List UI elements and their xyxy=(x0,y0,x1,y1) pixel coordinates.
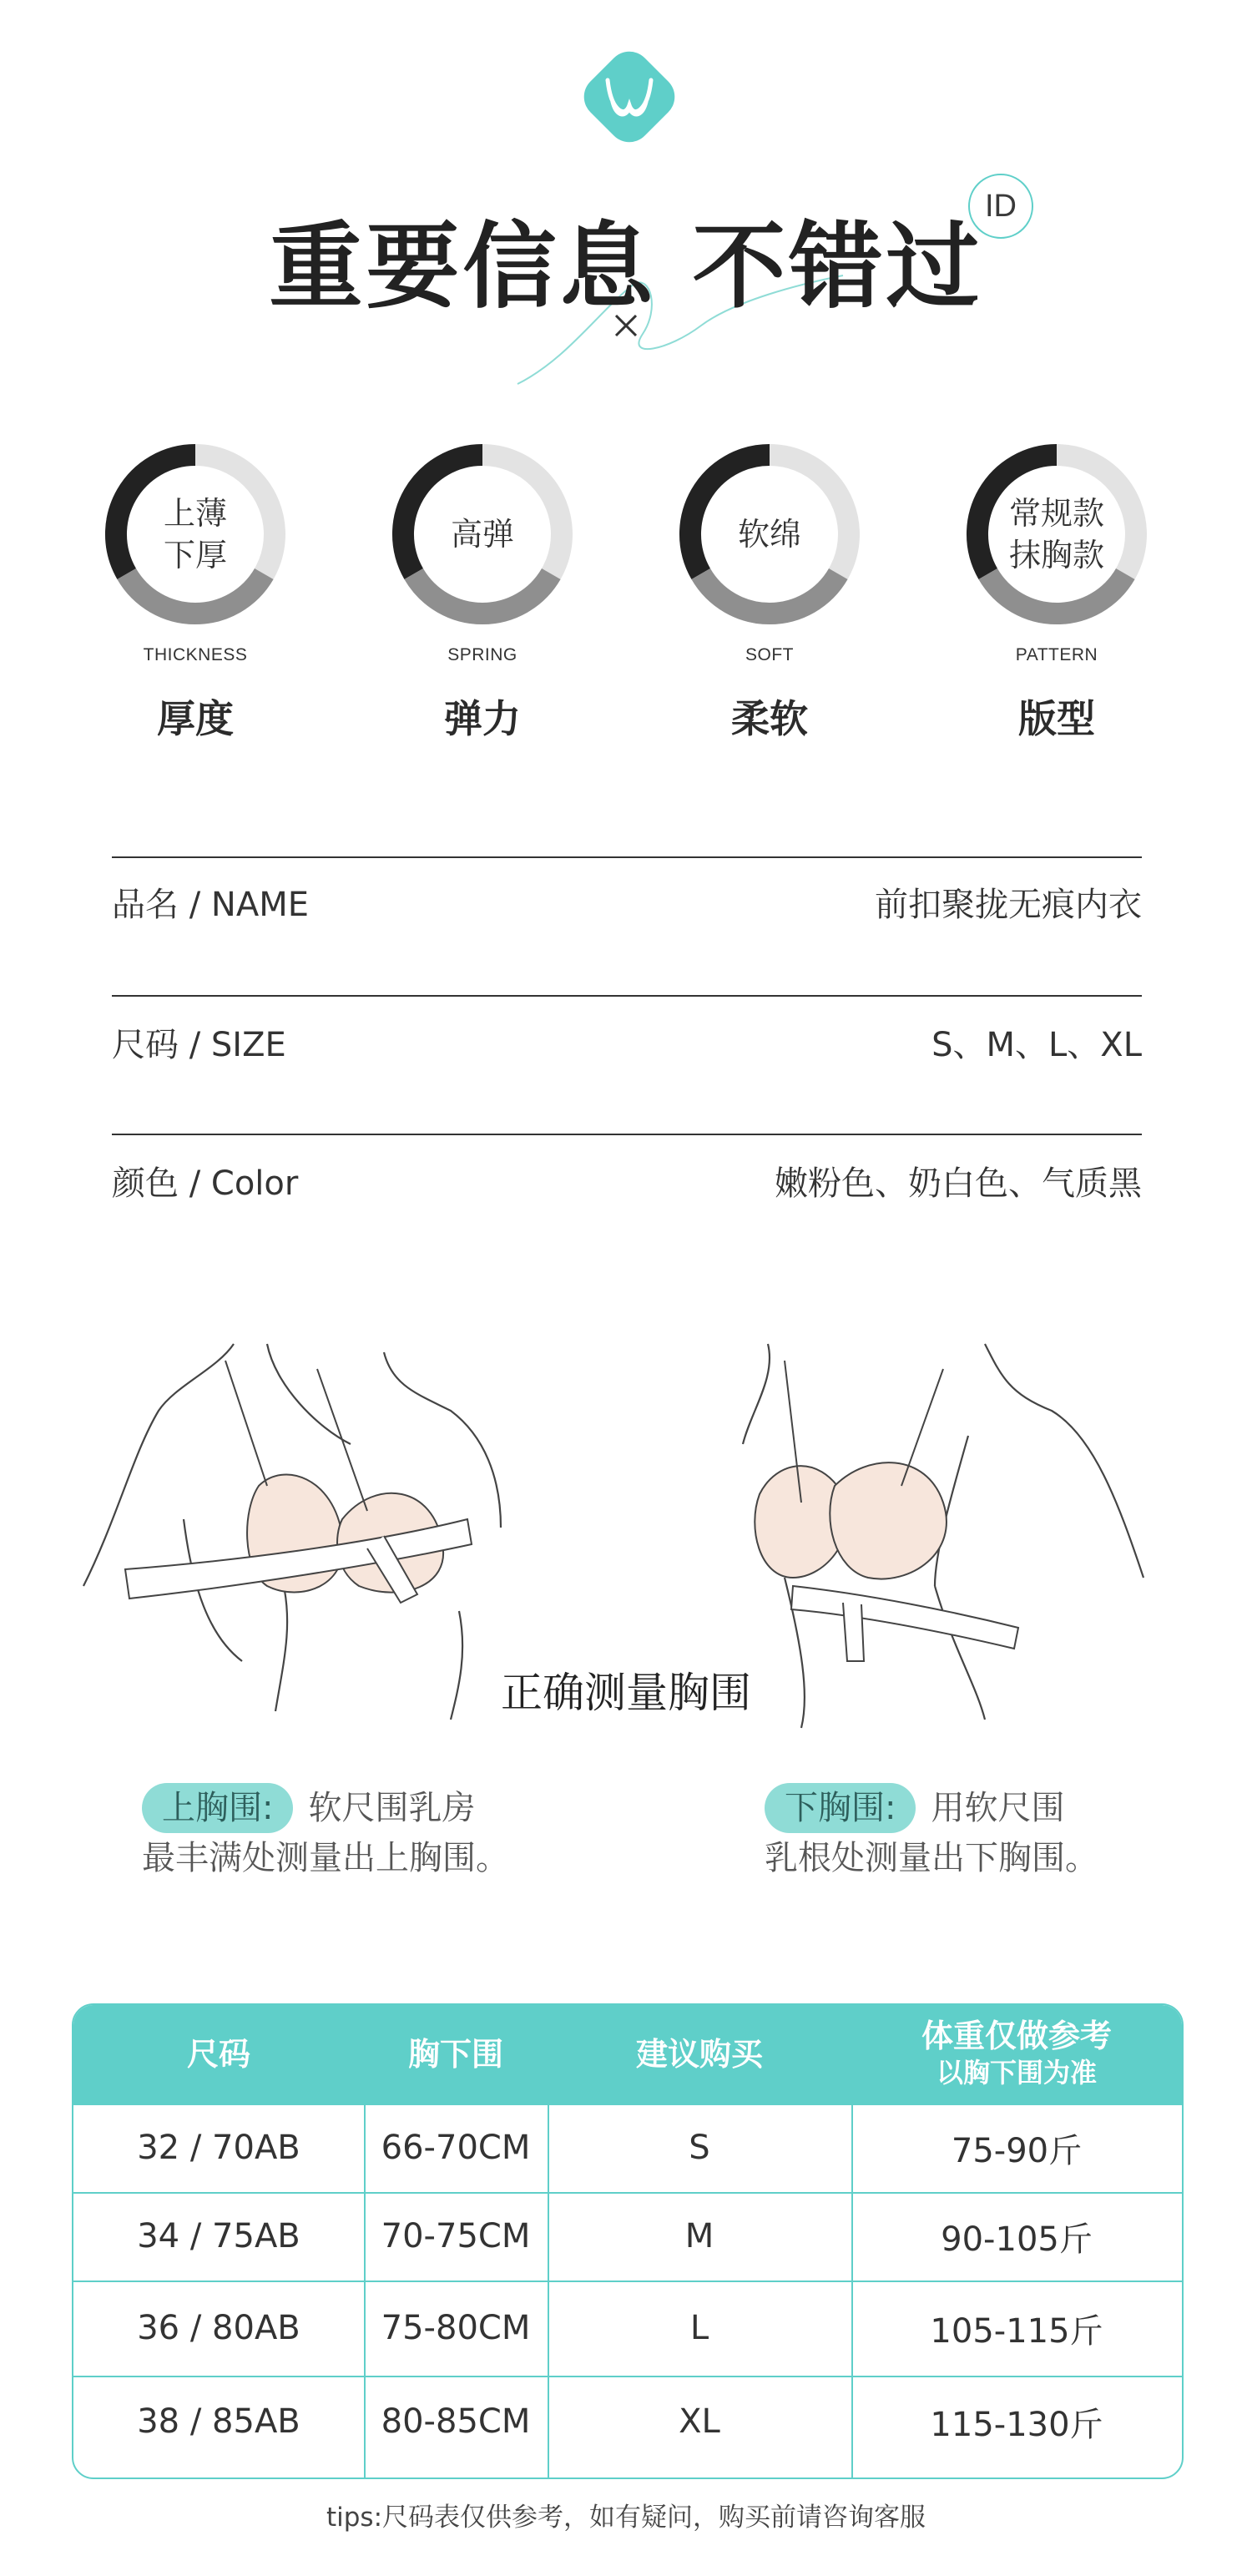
bra-icon xyxy=(576,43,683,150)
ring-en-label: THICKNESS xyxy=(143,645,248,664)
info-value: 嫩粉色、奶白色、气质黑 xyxy=(775,1164,1142,1203)
info-label: 颜色 / Color xyxy=(112,1164,299,1203)
table-row xyxy=(73,2281,1182,2376)
cell-size: 38 / 85AB xyxy=(137,2402,300,2441)
upper-bust-tag: 上胸围: xyxy=(142,1783,293,1833)
lower-bust-tag: 下胸围: xyxy=(765,1783,916,1833)
col-header-weight xyxy=(851,2005,1182,2104)
table-row xyxy=(73,2376,1182,2467)
info-label: 尺码 / SIZE xyxy=(112,1026,286,1064)
cell-recommend: M xyxy=(684,2217,714,2255)
divider xyxy=(112,1134,1142,1135)
col-header-recommend: 建议购买 xyxy=(635,2036,763,2073)
col-divider xyxy=(548,2005,549,2478)
brand-logo xyxy=(576,43,683,150)
tips-text: tips:尺码表仅供参考，如有疑问，购买前请咨询客服 xyxy=(326,2503,926,2533)
cell-recommend: S xyxy=(689,2129,710,2167)
col-divider xyxy=(364,2005,366,2478)
ring-center-label: 常规款 抹胸款 xyxy=(1008,495,1104,573)
divider xyxy=(112,856,1142,858)
col-header-weight-main: 体重仅做参考 xyxy=(921,2018,1112,2054)
cell-size: 32 / 70AB xyxy=(137,2129,300,2167)
cell-weight: 115-130斤 xyxy=(930,2405,1103,2444)
cell-weight: 75-90斤 xyxy=(951,2131,1083,2170)
ring-center-label: 上薄 下厚 xyxy=(163,495,227,573)
cell-weight: 105-115斤 xyxy=(930,2311,1103,2351)
col-divider xyxy=(851,2005,853,2478)
table-row xyxy=(73,2104,1182,2192)
ring-en-label: PATTERN xyxy=(1015,645,1098,664)
ring-cn-label: 版型 xyxy=(1018,696,1095,741)
table-row xyxy=(73,2192,1182,2281)
ring-center-label: 软绵 xyxy=(737,516,801,553)
lower-bust-note xyxy=(765,1783,1098,1883)
col-header-underbust: 胸下围 xyxy=(407,2036,503,2073)
table-header xyxy=(73,2005,1182,2104)
cell-underbust: 70-75CM xyxy=(381,2217,531,2255)
info-row-size xyxy=(112,1018,1142,1077)
info-label: 品名 / NAME xyxy=(112,886,309,924)
page-title: 重要信息 不错过 xyxy=(269,213,983,321)
feature-ring-item xyxy=(661,438,878,755)
ring-center-label: 高弹 xyxy=(450,516,514,553)
measure-title: 正确测量胸围 xyxy=(501,1669,751,1717)
lower-bust-text-2: 乳根处测量出下胸围。 xyxy=(765,1839,1098,1877)
ring-cn-label: 柔软 xyxy=(731,696,808,741)
info-row-color xyxy=(112,1157,1142,1215)
feature-ring-item xyxy=(948,438,1165,755)
cell-weight: 90-105斤 xyxy=(941,2220,1093,2259)
cell-recommend: XL xyxy=(679,2402,720,2441)
info-value: S、M、L、XL xyxy=(931,1026,1142,1064)
cell-size: 34 / 75AB xyxy=(137,2217,300,2255)
cell-underbust: 75-80CM xyxy=(381,2309,531,2347)
ring-cn-label: 弹力 xyxy=(444,696,521,741)
ring-en-label: SOFT xyxy=(745,645,794,664)
upper-bust-text: 软尺围乳房 xyxy=(308,1789,476,1827)
lower-bust-text: 用软尺围 xyxy=(931,1789,1065,1827)
feature-ring-item xyxy=(87,438,304,755)
title-block xyxy=(0,184,1252,351)
id-badge: ID xyxy=(968,174,1033,239)
upper-bust-note xyxy=(142,1783,509,1883)
divider xyxy=(112,995,1142,997)
info-row-name xyxy=(112,878,1142,937)
cell-underbust: 80-85CM xyxy=(381,2402,531,2441)
cell-recommend: L xyxy=(689,2309,709,2347)
col-header-weight-sub: 以胸下围为准 xyxy=(936,2057,1097,2089)
feature-ring-item xyxy=(374,438,591,755)
cell-underbust: 66-70CM xyxy=(381,2129,531,2167)
ring-en-label: SPRING xyxy=(447,645,517,664)
upper-bust-text-2: 最丰满处测量出上胸围。 xyxy=(142,1839,509,1877)
col-header-size: 尺码 xyxy=(186,2036,250,2073)
cell-size: 36 / 80AB xyxy=(137,2309,300,2347)
ring-cn-label: 厚度 xyxy=(157,696,234,741)
size-table xyxy=(72,2003,1184,2479)
info-value: 前扣聚拢无痕内衣 xyxy=(875,886,1142,924)
